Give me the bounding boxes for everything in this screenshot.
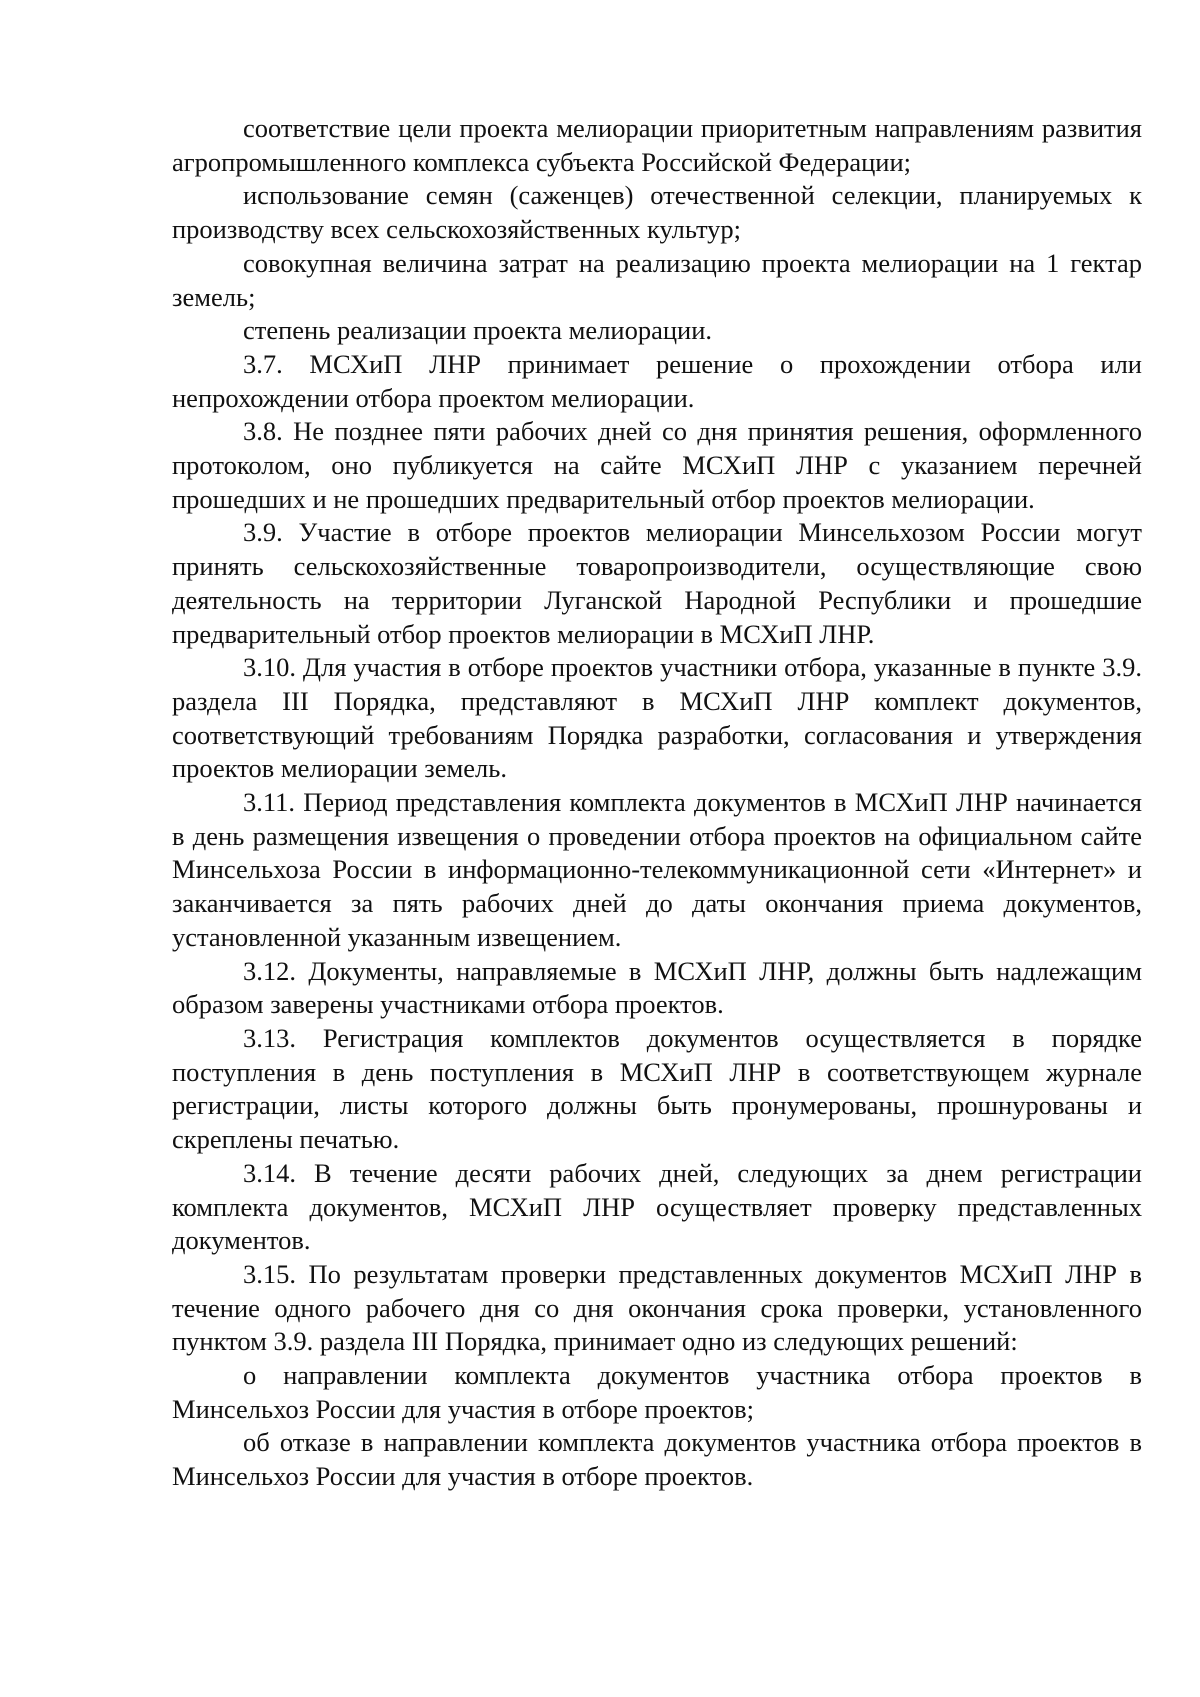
paragraph-3-8: 3.8. Не позднее пяти рабочих дней со дня принятия решения, оформленного протоколом, оно публикуется на сайте МСХиП ЛНР с указанием перечней прошедших и не прошедших предварительный отбор проектов мелиорации. xyxy=(172,416,1142,514)
paragraph-3-13: 3.13. Регистрация комплектов документов осуществляется в порядке поступления в день поступления в МСХиП ЛНР в соответствующем журнале регистрации, листы которого должны быть пронумерованы, прошнурованы и скреплены печатью. xyxy=(172,1022,1142,1155)
paragraph-decision-approve: о направлении комплекта документов участника отбора проектов в Минсельхоз России для участия в отборе проектов; xyxy=(172,1360,1142,1424)
paragraph-3-12: 3.12. Документы, направляемые в МСХиП ЛНР, должны быть надлежащим образом заверены участниками отбора проектов. xyxy=(172,955,1142,1020)
paragraph-3-14: 3.14. В течение десяти рабочих дней, следующих за днем регистрации комплекта документов, МСХиП ЛНР осуществляет проверку представленных документов. xyxy=(172,1157,1142,1256)
document-page xyxy=(172,112,1142,1494)
paragraph-3-15: 3.15. По результатам проверки представленных документов МСХиП ЛНР в течение одного рабочего дня со дня окончания срока проверки, установленного пунктом 3.9. раздела III Порядка, принимает одно из следующих решений: xyxy=(172,1258,1142,1357)
paragraph-criterion-costs: совокупная величина затрат на реализацию проекта мелиорации на 1 гектар земель; xyxy=(172,247,1142,312)
paragraph-3-9: 3.9. Участие в отборе проектов мелиорации Минсельхозом России могут принять сельскохозяйственные товаропроизводители, осуществляющие свою деятельность на территории Луганской Народной Республики и прошедшие предварительный отбор проектов мелиорации в МСХиП ЛНР. xyxy=(172,517,1142,649)
paragraph-3-10: 3.10. Для участия в отборе проектов участники отбора, указанные в пункте 3.9. раздела III Порядка, представляют в МСХиП ЛНР комплект документов, соответствующий требованиям Порядка разработки, согласования и утверждения проектов мелиорации земель. xyxy=(172,652,1142,784)
paragraph-decision-refuse: об отказе в направлении комплекта документов участника отбора проектов в Минсельхоз России для участия в отборе проектов. xyxy=(172,1427,1142,1492)
paragraph-criterion-goal: соответствие цели проекта мелиорации приоритетным направлениям развития агропромышленного комплекса субъекта Российской Федерации; xyxy=(172,113,1142,177)
paragraph-criterion-seeds: использование семян (саженцев) отечественной селекции, планируемых к производству всех сельскохозяйственных культур; xyxy=(172,180,1142,245)
paragraph-3-11: 3.11. Период представления комплекта документов в МСХиП ЛНР начинается в день размещения извещения о проведении отбора проектов на официальном сайте Минсельхоза России в информационно-телекоммуникационной сети «Интернет» и заканчивается за пять рабочих дней до даты окончания приема документов, установленной указанным извещением. xyxy=(172,787,1142,952)
paragraph-criterion-progress: степень реализации проекта мелиорации. xyxy=(243,315,713,346)
paragraph-3-7: 3.7. МСХиП ЛНР принимает решение о прохождении отбора или непрохождении отбора проектом мелиорации. xyxy=(172,348,1142,413)
